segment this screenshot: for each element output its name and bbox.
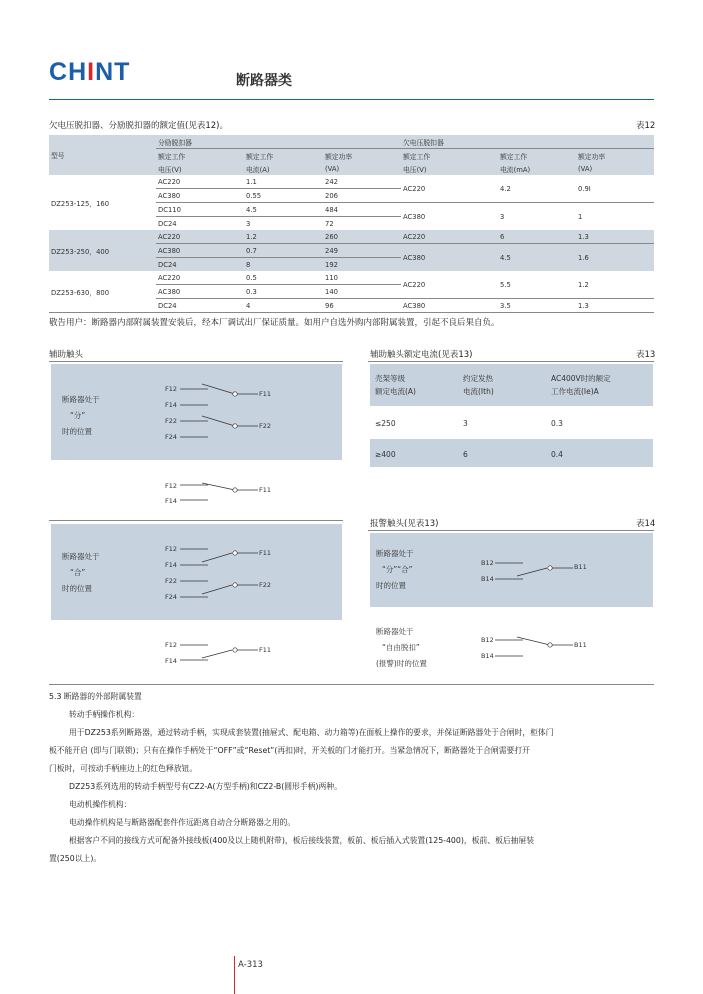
table-cell: 260	[323, 230, 401, 244]
table-cell: 1.1	[244, 175, 323, 189]
divider	[49, 520, 343, 521]
label-line: 断路器处于	[376, 549, 414, 558]
table-cell: AC380	[156, 285, 244, 299]
table-cell: 0.55	[244, 189, 323, 203]
col-head: (VA)	[578, 164, 593, 173]
table-cell: AC380	[156, 189, 244, 203]
footer-rule	[234, 956, 235, 994]
section-p2: DZ253系列选用的转动手柄型号有CZ2-A(方型手柄)和CZ2-B(圆形手柄)两种。	[69, 782, 342, 791]
table-cell: 8	[246, 260, 251, 269]
table-cell: 1.6	[578, 253, 589, 262]
table13-h2	[463, 374, 494, 396]
aux-transition-schematic	[180, 478, 260, 508]
page-number: A-313	[238, 960, 263, 970]
table-cell: 140	[323, 285, 401, 299]
alarm-state2-schematic	[495, 633, 575, 663]
table-cell: AC220	[401, 230, 498, 244]
cell	[49, 162, 156, 175]
col-head: 额定功率	[325, 152, 353, 161]
aux-transition2-schematic	[180, 638, 260, 668]
table13-row-shade	[370, 439, 653, 467]
section-p3: 电动操作机构是与断路器配套件作远距离自动合分断路器之用的。	[69, 818, 296, 827]
table-cell: AC380	[403, 253, 426, 262]
label-line: 时的位置	[62, 427, 92, 436]
pin-F11: F11	[259, 549, 272, 557]
table-cell: AC220	[156, 175, 244, 189]
col-head: 额定工作	[403, 152, 431, 161]
table-cell: 484	[323, 203, 401, 217]
label-line: “分”	[70, 411, 86, 420]
col-head: 电压(V)	[403, 165, 427, 174]
table-cell: 1.3	[578, 301, 589, 310]
pin-F12: F12	[165, 385, 178, 393]
alarm-title: 报警触头(见表13)	[370, 519, 439, 529]
table-cell: AC220	[156, 230, 244, 244]
table-cell: AC220	[156, 271, 244, 285]
table13-cell: 0.3	[551, 419, 563, 428]
divider	[49, 361, 343, 362]
table13-label: 表13	[636, 350, 656, 360]
pin-F24: F24	[165, 433, 178, 441]
pin-B12: B12	[481, 559, 494, 567]
col-model: 型号	[51, 152, 65, 161]
header-line: 约定发热	[463, 374, 493, 383]
label-line: 时的位置	[376, 581, 406, 590]
table13-h3	[551, 374, 611, 396]
pin-F12: F12	[165, 482, 178, 490]
table-cell: 0.9I	[576, 175, 654, 203]
table-cell: 249	[323, 244, 401, 258]
pin-F22b: F22	[259, 581, 272, 589]
table-cell: DC24	[158, 301, 177, 310]
table-cell: 4.5	[500, 253, 511, 262]
table13-cell: ≤250	[375, 419, 396, 428]
table-cell: 6	[498, 230, 576, 244]
col-head: 额定功率	[578, 152, 606, 161]
label-line: “分”“合”	[382, 565, 413, 574]
table-cell: 5.5	[498, 271, 576, 299]
section-p1a: 用于DZ253系列断路器，通过转动手柄，实现成套装置(抽屉式、配电箱、动力箱等)在面板上操作的要求，并保证断路器处于合闸时，柜体门	[69, 728, 554, 737]
pin-B12: B12	[481, 636, 494, 644]
model-cell: DZ253-125，160	[51, 199, 110, 208]
divider	[49, 684, 654, 685]
pin-F14: F14	[165, 497, 178, 505]
table-cell: 3	[500, 212, 505, 221]
table13-cell: ≥400	[375, 450, 396, 459]
table-cell: 206	[323, 189, 401, 203]
aux-closed-label	[62, 549, 100, 597]
pin-F22: F22	[165, 577, 178, 585]
section-p1c: 门板时，可按动手柄座边上的红色释放钮。	[49, 764, 198, 773]
aux-open-schematic	[180, 382, 260, 442]
model-cell: DZ253-250，400	[51, 247, 110, 256]
model-cell: DZ253-630，800	[51, 288, 110, 297]
table-cell: 242	[323, 175, 401, 189]
table-cell: 0.7	[244, 244, 323, 258]
table13-cell: 6	[463, 450, 468, 459]
divider	[368, 530, 654, 531]
table-cell: 4.5	[244, 203, 323, 217]
table-cell: 1	[578, 212, 583, 221]
table-cell: 1.2	[244, 230, 323, 244]
table13-cell: 3	[463, 419, 468, 428]
header-line: 壳架等级	[375, 374, 405, 383]
col-head: 电流(mA)	[500, 165, 531, 174]
table-cell: 3	[246, 219, 251, 228]
pin-F14: F14	[165, 401, 178, 409]
table13-cell: 0.4	[551, 450, 563, 459]
group-shunt: 分励脱扣器	[156, 135, 401, 149]
table-cell: 96	[325, 301, 334, 310]
section-heading: 5.3 断路器的外部附属装置	[49, 692, 142, 701]
alarm-state2-label	[376, 624, 427, 672]
table-cell: 110	[323, 271, 401, 285]
table12-note: 敬告用户：断路器内部附属装置安装后，经本厂调试出厂保证质量。如用户自选外购内部附属装置，引起不良后果自负。	[49, 318, 500, 328]
alarm-state1-label	[376, 546, 414, 594]
table13-h1	[375, 374, 416, 396]
table-cell: AC220	[401, 175, 498, 203]
table12-label: 表12	[636, 121, 656, 131]
label-line: 时的位置	[62, 584, 92, 593]
col-head: 额定工作	[500, 152, 528, 161]
pin-F14: F14	[165, 561, 178, 569]
alarm-label: 表14	[636, 519, 656, 529]
table-cell: 0.3	[244, 285, 323, 299]
pin-B14: B14	[481, 575, 494, 583]
pin-F12: F12	[165, 641, 178, 649]
col-head: 额定工作	[246, 152, 274, 161]
aux-open-label	[62, 392, 100, 440]
label-line: “自由脱扣”	[382, 643, 420, 652]
pin-F11: F11	[259, 646, 272, 654]
pin-F11: F11	[259, 390, 272, 398]
section-p4a: 根据客户不同的接线方式可配备外接线板(400及以上随机附带)，板后接线装置，板前、板后插入式装置(125-400)，板前、板后抽屉装	[69, 836, 535, 845]
divider	[368, 361, 654, 362]
col-head: (VA)	[325, 164, 340, 173]
table13-title: 辅助触头额定电流(见表13)	[370, 350, 473, 360]
pin-F11: F11	[259, 486, 272, 494]
table-cell: AC380	[156, 244, 244, 258]
section-p1b: 板不能开启 (即与门联锁)；只有在操作手柄处于“OFF”或“Reset”(再扣)时，开关板的门才能打开。当紧急情况下，断路器处于合闸需要打开	[49, 746, 530, 755]
aux-closed-schematic	[180, 542, 260, 602]
table-cell: DC24	[158, 219, 177, 228]
col-head: 电压(V)	[158, 165, 182, 174]
table-cell: DC24	[158, 260, 177, 269]
section-sub2: 电动机操作机构：	[69, 800, 132, 809]
table-cell: 3.5	[500, 301, 511, 310]
table-cell: 72	[325, 219, 334, 228]
page-category: 断路器类	[236, 73, 292, 89]
section-sub1: 转动手柄操作机构：	[69, 710, 140, 719]
header-line: 工作电流(Ie)A	[551, 387, 599, 396]
pin-B14: B14	[481, 652, 494, 660]
pin-F24: F24	[165, 593, 178, 601]
pin-F22b: F22	[259, 422, 272, 430]
header-line: AC400V时的额定	[551, 374, 611, 383]
pin-B11: B11	[574, 641, 587, 649]
label-line: “合”	[70, 568, 86, 577]
table-cell: AC380	[403, 212, 426, 221]
table-cell: 1.2	[576, 271, 654, 299]
cell	[49, 135, 156, 149]
table-cell: 4	[246, 301, 251, 310]
col-head: 额定工作	[158, 152, 186, 161]
header-line: 额定电流(A)	[375, 387, 416, 396]
pin-F12: F12	[165, 545, 178, 553]
label-line: 断路器处于	[376, 627, 414, 636]
label-line: 断路器处于	[62, 552, 100, 561]
header-line: 电流(Ith)	[463, 387, 494, 396]
col-head: 电流(A)	[246, 165, 270, 174]
table-cell: 192	[325, 260, 338, 269]
table-cell: 0.5	[244, 271, 323, 285]
table12-caption: 欠电压脱扣器、分励脱扣器的额定值(见表12)。	[49, 121, 228, 131]
group-under: 欠电压脱扣器	[401, 135, 654, 149]
table-cell: 4.2	[498, 175, 576, 203]
label-line: (报警)时的位置	[376, 659, 427, 668]
table-cell: AC220	[401, 271, 498, 299]
pin-F14: F14	[165, 657, 178, 665]
table-cell: AC380	[403, 301, 426, 310]
header-rule	[49, 99, 654, 100]
table-cell: 1.3	[576, 230, 654, 244]
pin-F22: F22	[165, 417, 178, 425]
chint-logo: CHINT	[49, 58, 131, 86]
table-cell: DC110	[156, 203, 244, 217]
alarm-state1-schematic	[495, 556, 575, 586]
pin-B11: B11	[574, 563, 587, 571]
aux-title: 辅助触头	[49, 350, 84, 360]
table12	[49, 135, 654, 313]
section-p4b: 置(250以上)。	[49, 854, 102, 863]
label-line: 断路器处于	[62, 395, 100, 404]
